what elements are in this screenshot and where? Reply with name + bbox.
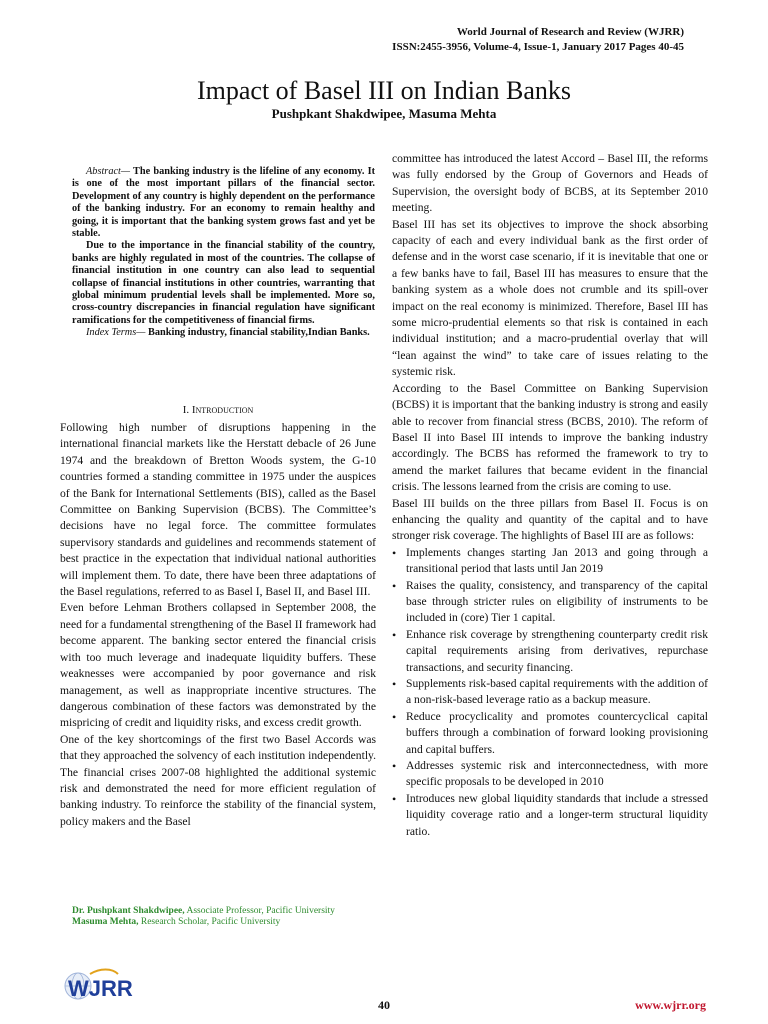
author-footnote: [72, 906, 335, 928]
list-item: • Addresses systemic risk and interconnectedness, with more specific proposals to be developed in 2010: [392, 758, 708, 791]
author2-affiliation: Research Scholar, Pacific University: [140, 917, 281, 927]
page-number: 40: [378, 998, 390, 1012]
author1-name: Dr. Pushpkant Shakdwipee,: [72, 906, 185, 916]
journal-name: World Journal of Research and Review (WJRR): [456, 26, 684, 38]
list-item: • Reduce procyclicality and promotes countercyclical capital buffers through a combination of forward looking provisioning and capital buffers.: [392, 709, 708, 758]
list-item: • Implements changes starting Jan 2013 and going through a transitional period that lasts until Jan 2019: [392, 545, 708, 578]
journal-url[interactable]: www.wjrr.org: [635, 998, 706, 1012]
abstract-block: [72, 166, 375, 340]
intro-paragraph-2: Even before Lehman Brothers collapsed in September 2008, the need for a fundamental strengthening of the Basel II framework had become apparent. The banking sector entered the financial crisis with too much leverage and inadequate liquidity buffers. These weaknesses were accompanied by poor governance and risk management, as well as inappropriate incentive structures. The dangerous combination of these factors was demonstrated by the mispricing of credit and liquidity risks, and excess credit growth.: [60, 601, 376, 730]
journal-issn: ISSN:2455-3956, Volume-4, Issue-1, January 2017 Pages 40-45: [392, 41, 684, 53]
list-item: • Raises the quality, consistency, and transparency of the capital base through stricter rules on eligibility of instruments to be included in (core) Tier 1 capital.: [392, 578, 708, 627]
right-column-body: [392, 151, 708, 840]
index-terms: Index Terms— Banking industry, financial stability,Indian Banks.: [86, 327, 370, 339]
intro-paragraph-3: One of the key shortcomings of the first two Basel Accords was that they approached the solvency of each institution independently. The financial crises 2007-08 highlighted the additional systemic risk and demonstrated the need for more efficient regulation of banking industry. To reinforce the stability of the financial system, policy makers and the Basel: [60, 732, 376, 828]
wjrr-logo-icon: [60, 966, 140, 1002]
abstract-paragraph-2: Due to the importance in the financial stability of the country, banks are highly regulated in most of the countries. The collapse of financial institution in one country can also lead to sequential collapse of financial institutions in other countries, warranting that global minimum prudential levels shall be implemented. More so, cross-country discrepancies in financial regulation have significant ramifications for the competitiveness of financial firms.: [72, 240, 375, 326]
journal-header: [392, 25, 684, 55]
list-item: • Enhance risk coverage by strengthening counterparty credit risk capital requirements arising from derivatives, repurchase transactions, and security financing.: [392, 627, 708, 676]
basel-highlights-list: [392, 545, 708, 840]
paper-title: Impact of Basel III on Indian Banks: [196, 76, 571, 105]
abstract-label: Abstract: [86, 166, 121, 177]
author2-name: Masuma Mehta,: [72, 917, 139, 927]
author1-affiliation: Associate Professor, Pacific University: [186, 906, 335, 916]
section-heading-introduction: [60, 404, 376, 416]
index-terms-text: Banking industry, financial stability,Indian Banks.: [147, 327, 370, 339]
abstract-text: The banking industry is the lifeline of any economy. It is one of the most important pillars of the financial sector. Development of any country is highly dependent on the performance of the banking industry. For an economy to remain healthy and going, it is important that the banking system grows fast and yet be stable.: [72, 166, 376, 240]
right-paragraph-4: Basel III builds on the three pillars from Basel II. Focus is on enhancing the quality and quantity of the capital and to have stronger risk coverage. The highlights of Basel III are as follows:: [392, 496, 708, 543]
list-item: • Supplements risk-based capital requirements with the addition of a non-risk-based leverage ratio as a backup measure.: [392, 676, 708, 709]
right-paragraph-1: committee has introduced the latest Accord – Basel III, the reforms was fully endorsed by the Group of Governors and Heads of Supervision, the oversight body of BCBS, at its September 2010 meeting.: [392, 152, 708, 215]
index-terms-label: Index Terms: [86, 327, 137, 339]
paper-authors: Pushpkant Shakdwipee, Masuma Mehta: [271, 106, 497, 121]
logo-text: WJRR: [68, 976, 133, 1001]
section-title: Introduction: [191, 404, 254, 416]
left-column-body: [60, 420, 376, 830]
list-item: • Introduces new global liquidity standards that include a stressed liquidity coverage ratio and a longer-term structural liquidity ratio.: [392, 791, 708, 840]
intro-paragraph-1: Following high number of disruptions happening in the international financial markets like the Herstatt debacle of 26 June 1974 and the breakdown of Bretton Woods system, the G-10 countries formed a standing committee in 1975 under the auspices of the Bank for International Settlements (BIS), called as the Basel Committee on Banking Supervision (BCBS). The Committee’s decisions have no legal force. The committee formulates supervisory standards and guidelines and recommends statement of best practice in the expectation that individual national authorities will implement them. To date, there have been three adaptations of the Basel regulations, referred to as Basel I, Basel II, and Basel III.: [60, 421, 376, 599]
right-paragraph-3: According to the Basel Committee on Banking Supervision (BCBS) it is important that the banking industry is strong and easily able to recover from financial stress (BCBS, 2010). The reform of Basel II into Basel III intends to improve the banking industry accordingly. The BCBS has reformed the framework to try to amend the market failures that became evident in the financial crisis. The lessons learned from the crisis are coming to use.: [392, 381, 708, 494]
section-number: I.: [182, 404, 190, 416]
abstract-paragraph: Abstract— The banking industry is the lifeline of any economy. It is one of the most important pillars of the financial sector. Development of any country is highly dependent on the performance of the banking industry. For an economy to remain healthy and going, it is important that the banking system grows fast and yet be stable.: [72, 166, 376, 240]
right-paragraph-2: Basel III has set its objectives to improve the shock absorbing capacity of each and every individual bank as the first order of defense and in the worst case scenario, if it is inevitable that one or a few banks have to fail, Basel III has measures to ensure that the banking system as a whole does not crumble and its spill-over impact on the real economy is minimized. Therefore, Basel III has some micro-prudential elements so that risk is contained in each individual institution; and a macro-prudential overlay that will “lean against the wind” to take care of issues relating to the systemic risk.: [392, 217, 708, 379]
